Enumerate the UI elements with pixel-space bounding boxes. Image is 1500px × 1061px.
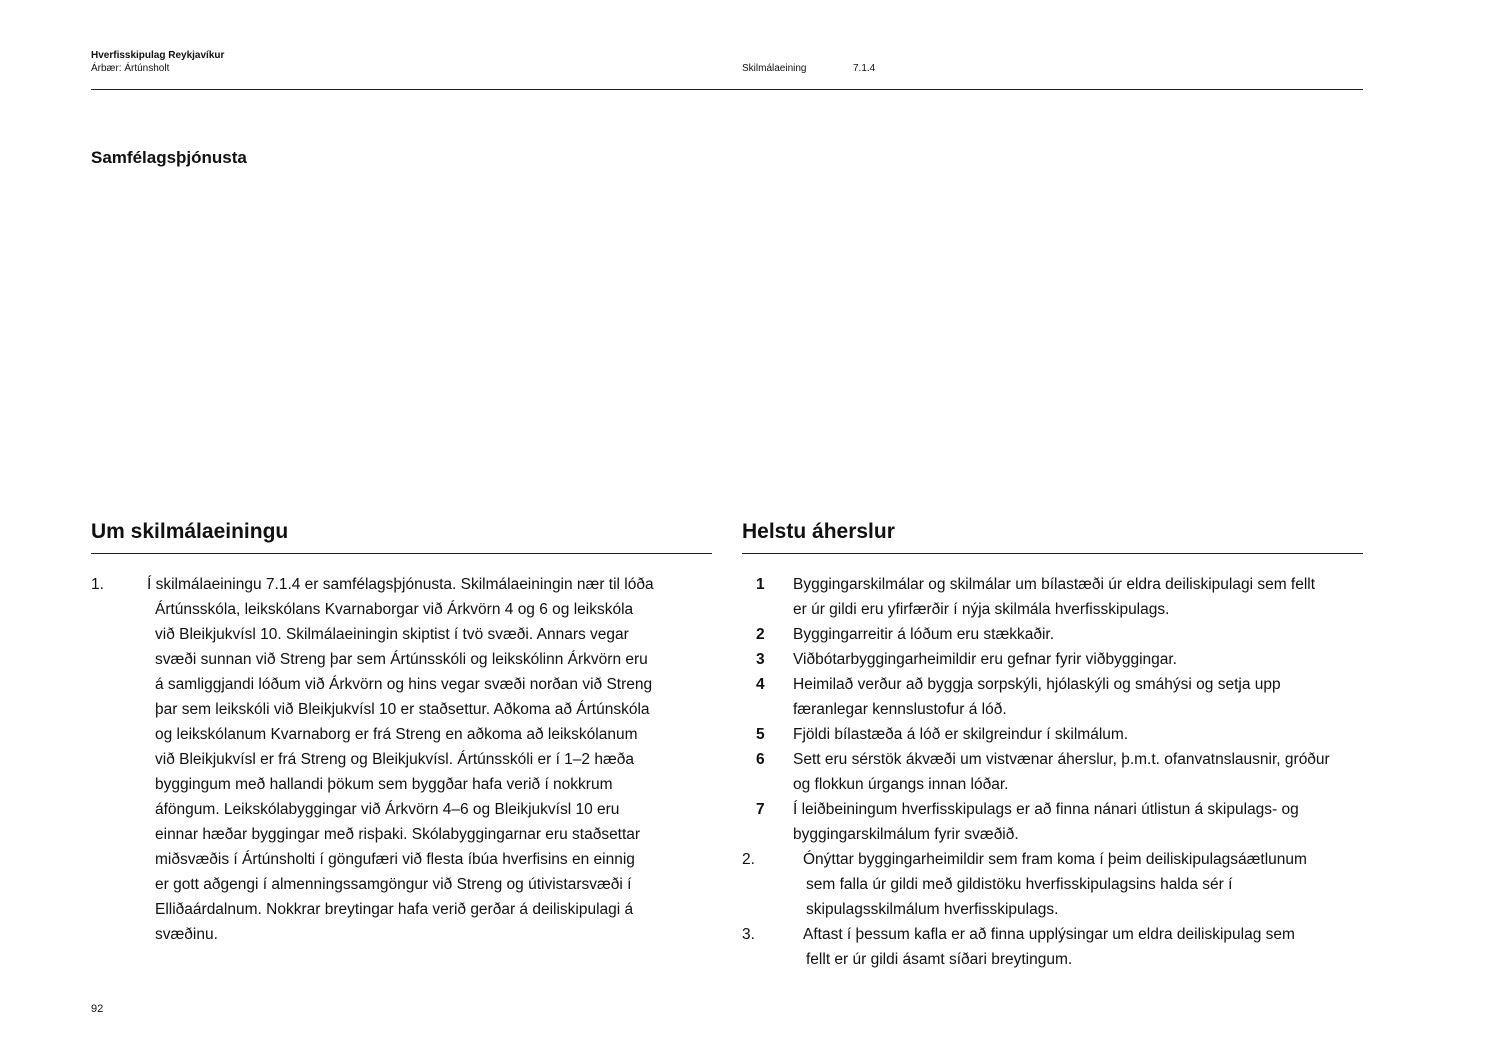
paragraph-line: Aftast í þessum kafla er að finna upplýsingar um eldra deiliskipulag sem xyxy=(803,926,1295,943)
bullet-line: byggingarskilmálum fyrir svæðið. xyxy=(793,826,1019,843)
bullet-line: Fjöldi bílastæða á lóð er skilgreindur í skilmálum. xyxy=(793,726,1129,743)
list-number: 3. xyxy=(742,926,755,943)
page-number: 92 xyxy=(91,1003,104,1015)
page-title: Samfélagsþjónusta xyxy=(91,148,247,167)
paragraph-line: svæðinu. xyxy=(155,926,218,943)
bullet-line: Viðbótarbyggingarheimildir eru gefnar fyrir viðbyggingar. xyxy=(793,651,1177,668)
paragraph-line: Í skilmálaeiningu 7.1.4 er samfélagsþjónusta. Skilmálaeiningin nær til lóða xyxy=(147,576,654,593)
document-subtitle: Árbær: Ártúnsholt xyxy=(91,63,170,74)
bullet-line: Í leiðbeiningum hverfisskipulags er að finna nánari útlistun á skipulags- og xyxy=(793,801,1299,818)
left-heading-divider xyxy=(91,553,712,554)
bullet-number: 3 xyxy=(756,651,765,668)
bullet-number: 5 xyxy=(756,726,765,743)
paragraph-line: Ártúnsskóla, leikskólans Kvarnaborgar við Árkvörn 4 og 6 og leikskóla xyxy=(155,601,634,618)
bullet-line: er úr gildi eru yfirfærðir í nýja skilmála hverfisskipulags. xyxy=(793,601,1170,618)
bullet-number: 7 xyxy=(756,801,765,818)
left-heading: Um skilmálaeiningu xyxy=(91,520,289,543)
header-divider xyxy=(91,89,1363,90)
paragraph-line: byggingum með hallandi þökum sem byggðar hafa verið í nokkrum xyxy=(155,776,613,793)
bullet-number: 6 xyxy=(756,751,765,768)
document-title: Hverfisskipulag Reykjavíkur xyxy=(91,50,225,61)
paragraph-line: áföngum. Leikskólabyggingar við Árkvörn 4–6 og Bleikjukvísl 10 eru xyxy=(155,801,620,818)
section-number: 7.1.4 xyxy=(853,63,876,74)
paragraph-line: einnar hæðar byggingar með risþaki. Skólabyggingarnar eru staðsettar xyxy=(155,826,641,843)
paragraph-line: og leikskólanum Kvarnaborg er frá Streng en aðkoma að leikskólanum xyxy=(155,726,638,743)
paragraph-line: við Bleikjukvísl er frá Streng og Bleikjukvísl. Ártúnsskóli er í 1–2 hæða xyxy=(155,751,634,768)
paragraph-line: Ónýttar byggingarheimildir sem fram koma í þeim deiliskipulagsáætlunum xyxy=(803,851,1307,868)
bullet-line: Sett eru sérstök ákvæði um vistvænar áherslur, þ.m.t. ofanvatnslausnir, gróður xyxy=(793,751,1330,768)
paragraph-line: við Bleikjukvísl 10. Skilmálaeiningin skiptist í tvö svæði. Annars vegar xyxy=(155,626,629,643)
list-number: 1. xyxy=(91,576,104,593)
paragraph-line: skipulagsskilmálum hverfisskipulags. xyxy=(806,901,1059,918)
paragraph-line: fellt er úr gildi ásamt síðari breytingum. xyxy=(806,951,1073,968)
paragraph-line: Elliðaárdalnum. Nokkrar breytingar hafa verið gerðar á deiliskipulagi á xyxy=(155,901,634,918)
paragraph-line: þar sem leikskóli við Bleikjukvísl 10 er staðsettur. Aðkoma að Ártúnskóla xyxy=(155,701,650,718)
paragraph-line: miðsvæðis í Ártúnsholti í göngufæri við flesta íbúa hverfisins en einnig xyxy=(155,851,635,868)
paragraph-line: svæði sunnan við Streng þar sem Ártúnsskóli og leikskólinn Árkvörn eru xyxy=(155,651,648,668)
bullet-line: færanlegar kennslustofur á lóð. xyxy=(793,701,1007,718)
bullet-line: Byggingarskilmálar og skilmálar um bílastæði úr eldra deiliskipulagi sem fellt xyxy=(793,576,1316,593)
bullet-number: 4 xyxy=(756,676,765,693)
bullet-line: Heimilað verður að byggja sorpskýli, hjólaskýli og smáhýsi og setja upp xyxy=(793,676,1281,693)
bullet-line: Byggingarreitir á lóðum eru stækkaðir. xyxy=(793,626,1055,643)
right-heading: Helstu áherslur xyxy=(742,520,895,543)
bullet-number: 1 xyxy=(756,576,765,593)
bullet-line: og flokkun úrgangs innan lóðar. xyxy=(793,776,1009,793)
right-heading-divider xyxy=(742,553,1363,554)
paragraph-line: sem falla úr gildi með gildistöku hverfisskipulagsins halda sér í xyxy=(806,876,1233,893)
section-label: Skilmálaeining xyxy=(742,63,807,74)
list-number: 2. xyxy=(742,851,755,868)
paragraph-line: á samliggjandi lóðum við Árkvörn og hins vegar svæði norðan við Streng xyxy=(155,676,653,693)
bullet-number: 2 xyxy=(756,626,765,643)
paragraph-line: er gott aðgengi í almenningssamgöngur við Streng og útivistarsvæði í xyxy=(155,876,632,893)
